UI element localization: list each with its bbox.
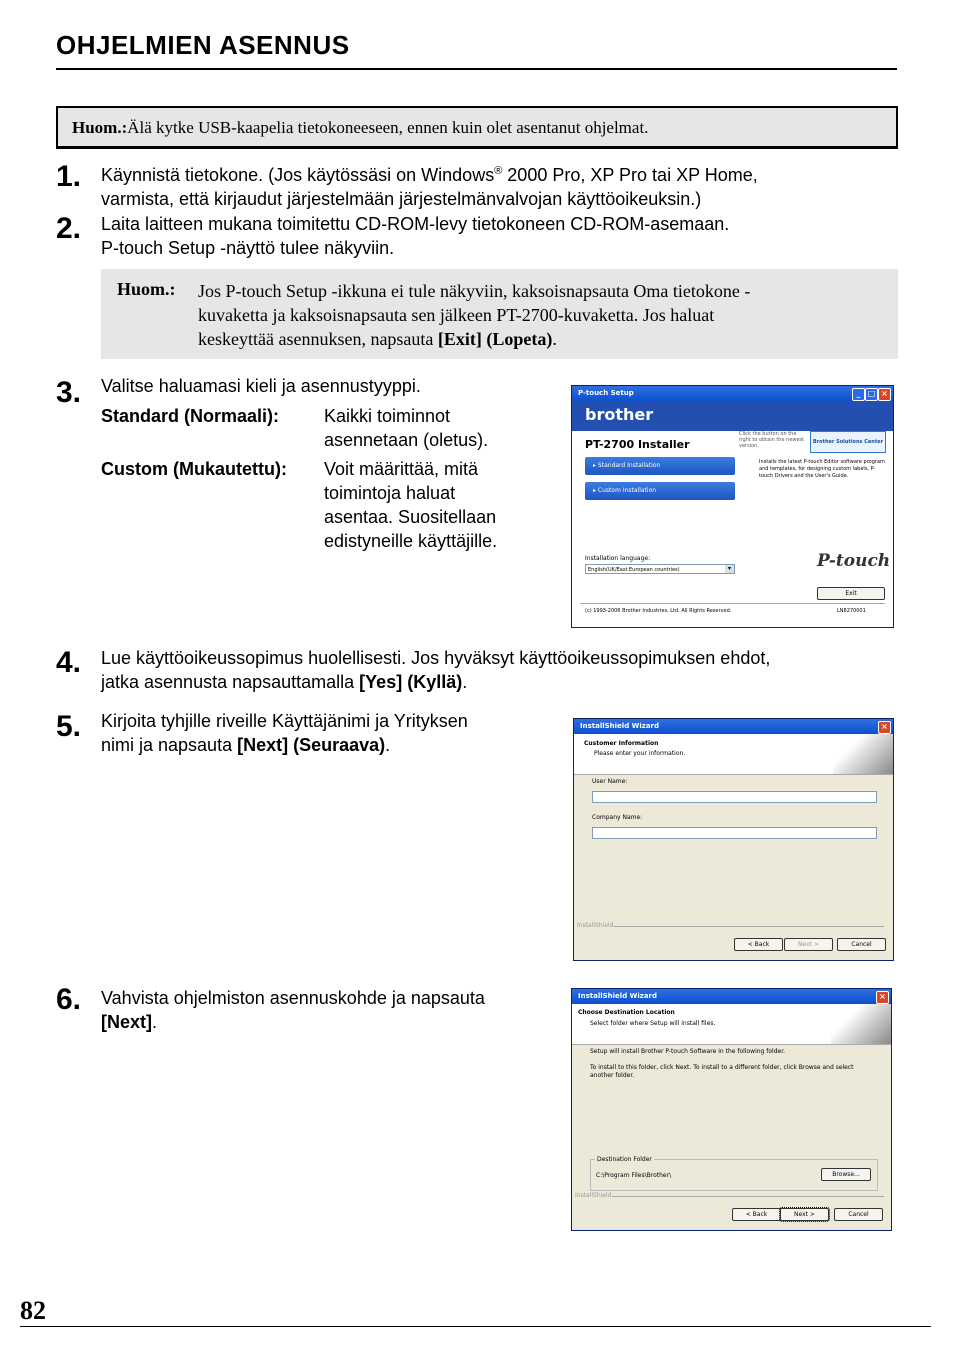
step-number: 1. (56, 160, 82, 193)
solutions-center-button[interactable]: Brother Solutions Center (810, 431, 886, 453)
step-text: Lue käyttöoikeussopimus huolellisesti. Jos hyväksyt käyttöoikeussopimuksen ehdot, jatka asennusta napsauttamalla [Yes] (Kyllä). (101, 648, 771, 692)
step-number: 3. (56, 376, 82, 409)
wizard-graphic (833, 734, 893, 774)
brand-banner (572, 401, 893, 431)
chevron-down-icon: ▾ (725, 565, 734, 573)
wizard-graphic (831, 1004, 891, 1044)
browse-button[interactable]: Browse... (821, 1168, 871, 1181)
note-box (56, 106, 898, 149)
next-button[interactable]: Next > (784, 938, 833, 951)
cancel-button[interactable]: Cancel (837, 938, 886, 951)
definition-body: Kaikki toiminnot asennetaan (oletus). (324, 406, 489, 450)
step-number: 2. (56, 212, 82, 245)
dialog-titlebar: InstallShield Wizard × (574, 719, 893, 734)
definition-term: Custom (Mukautettu): (101, 459, 287, 479)
dialog-titlebar: InstallShield Wizard × (572, 989, 891, 1004)
user-name-field[interactable] (592, 791, 877, 803)
step-number: 6. (56, 983, 82, 1016)
note-label: Huom.: (117, 279, 176, 299)
step-number: 4. (56, 646, 82, 679)
wizard-header: Customer Information Please enter your information. (574, 734, 893, 775)
step-text: Vahvista ohjelmiston asennuskohde ja napsauta [Next]. (101, 988, 485, 1032)
dialog-titlebar: P-touch Setup _ □ × (572, 386, 893, 401)
note-box (101, 269, 898, 359)
step-text: Laita laitteen mukana toimitettu CD-ROM-levy tietokoneen CD-ROM-asemaan. P-touch Setup -näyttö tulee näkyviin. (101, 214, 730, 258)
ptouch-setup-screenshot: P-touch Setup _ □ × brother PT-2700 Installer Click the button on the right to obtain the newest version. Brother Solutions Center ▸ Standard Installation ▸ Custom Installation Installs the latest P-touch Editor software program and templates, for designing custom labels, P-touch Drivers and the User's Guide. Installation language: English(UK/East European countries) ▾ P-touch Exit (c) 1993-2006 Brother Industries, Ltd. All Rights Reserved. LN8270001 (571, 385, 894, 628)
customer-information-screenshot: InstallShield Wizard × Customer Information Please enter your information. User Name: Company Name: InstallShield < Back Next > Cancel (573, 718, 894, 961)
note-text: Jos P-touch Setup -ikkuna ei tule näkyviin, kaksoisnapsauta Oma tietokone - kuvaketta ja kaksoisnapsauta sen jälkeen PT-2700-kuvaketta. Jos haluat keskeyttää asennuksen, napsauta [Exit] (Lopeta). (198, 281, 751, 349)
destination-location-screenshot: InstallShield Wizard × Choose Destination Location Select folder where Setup will install files. Setup will install Brother P-touch Software in the following folder. To install to this folder, click Next. To install to a different folder, click Browse and select another folder. Destination Folder C:\Program Files\Brother\ Browse... InstallShield < Back Next > Cancel (571, 988, 892, 1231)
close-icon: × (878, 721, 891, 734)
step-number: 5. (56, 710, 82, 743)
standard-installation-button[interactable]: ▸ Standard Installation (585, 457, 735, 475)
footer-rule (20, 1326, 931, 1327)
page-title: OHJELMIEN ASENNUS (56, 30, 350, 60)
page-number: 82 (20, 1296, 46, 1325)
step-text: Käynnistä tietokone. (Jos käytössäsi on Windows® 2000 Pro, XP Pro tai XP Home, varmista, että kirjaudut järjestelmään järjestelmänvalvojan käyttöoikeuksin.) (101, 165, 758, 209)
step-text: Valitse haluamasi kieli ja asennustyyppi. (101, 376, 421, 396)
title-rule (56, 68, 897, 70)
destination-folder-group: Destination Folder C:\Program Files\Brother\ Browse... (590, 1159, 878, 1191)
note-text: Älä kytke USB-kaapelia tietokoneeseen, ennen kuin olet asentanut ohjelmat. (127, 118, 649, 137)
definition-term: Standard (Normaali): (101, 406, 280, 426)
close-icon: × (878, 388, 891, 401)
close-icon: × (876, 991, 889, 1004)
brother-logo: brother (585, 405, 654, 424)
exit-button[interactable]: Exit (817, 587, 885, 600)
step-text: Kirjoita tyhjille riveille Käyttäjänimi ja Yrityksen nimi ja napsauta [Next] (Seuraava). (101, 711, 468, 755)
wizard-header: Choose Destination Location Select folder where Setup will install files. (572, 1004, 891, 1045)
note-label: Huom.: (72, 118, 128, 137)
company-name-field[interactable] (592, 827, 877, 839)
custom-installation-button[interactable]: ▸ Custom Installation (585, 482, 735, 500)
language-select[interactable]: English(UK/East European countries) ▾ (585, 564, 735, 574)
definition-body: Voit määrittää, mitä toimintoja haluat asentaa. Suositellaan edistyneille käyttäjille. (324, 459, 498, 551)
cancel-button[interactable]: Cancel (834, 1208, 883, 1221)
installation-info: Installs the latest P-touch Editor software program and templates, for designing custom labels, P-touch Drivers and the User's Guide. (759, 459, 885, 479)
back-button[interactable]: < Back (732, 1208, 781, 1221)
ptouch-logo: P-touch (817, 551, 891, 571)
next-button[interactable]: Next > (780, 1208, 829, 1221)
back-button[interactable]: < Back (734, 938, 783, 951)
